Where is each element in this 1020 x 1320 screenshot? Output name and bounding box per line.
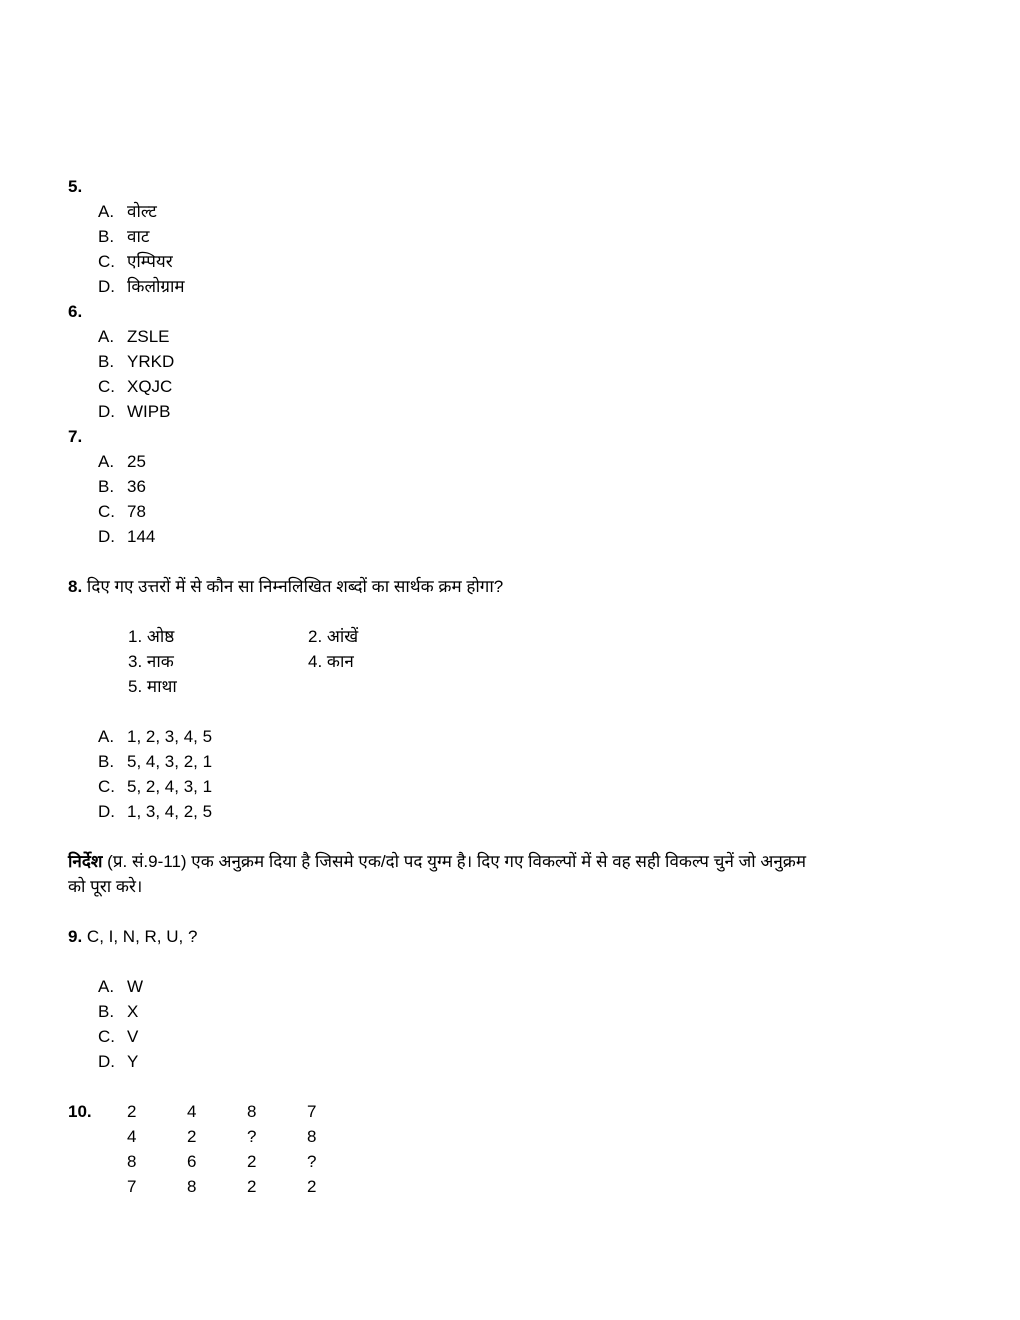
option-letter: B. [98,752,115,771]
q9-option-b[interactable] [98,999,138,1024]
option-letter: A. [98,327,115,346]
grid-cell: 2 [247,1177,257,1196]
option-text: 5, 4, 3, 2, 1 [127,752,213,771]
option-letter: C. [98,502,115,521]
question-7-number: 7. [68,427,83,446]
option-text: 144 [127,527,156,546]
option-letter: D. [98,527,115,546]
option-letter: B. [98,1002,115,1021]
q7-option-d[interactable] [98,524,155,549]
option-letter: B. [98,227,115,246]
grid-cell: 8 [187,1177,197,1196]
option-letter: B. [98,352,115,371]
q9-option-d[interactable] [98,1049,138,1074]
question-8-text: दिए गए उत्तरों में से कौन सा निम्नलिखित शब्दों का सार्थक क्रम होगा? [86,577,504,596]
q8-word-1: 1. ओष्ठ [128,627,175,646]
q6-option-a[interactable] [98,324,170,349]
direction-label: निर्देश [68,852,103,871]
option-letter: A. [98,727,115,746]
option-text: 1, 3, 4, 2, 5 [127,802,213,821]
option-text: ZSLE [127,327,170,346]
q7-option-b[interactable] [98,474,146,499]
option-text: 36 [127,477,146,496]
grid-cell: 8 [127,1152,137,1171]
q8-word-3: 3. नाक [128,652,174,671]
question-8 [68,574,503,599]
direction-line-1 [68,849,806,874]
option-text: 5, 2, 4, 3, 1 [127,777,213,796]
option-letter: C. [98,1027,115,1046]
q7-option-c[interactable] [98,499,146,524]
option-letter: A. [98,202,115,221]
grid-cell: 4 [127,1127,137,1146]
grid-cell: 2 [247,1152,257,1171]
option-text: XQJC [127,377,173,396]
option-text: 1, 2, 3, 4, 5 [127,727,213,746]
q8-word-4: 4. कान [308,652,354,671]
q6-option-c[interactable] [98,374,172,399]
option-letter: C. [98,777,115,796]
option-letter: C. [98,377,115,396]
option-text: किलोग्राम [127,277,185,296]
option-letter: A. [98,977,115,996]
option-letter: A. [98,452,115,471]
q5-option-a[interactable] [98,199,157,224]
q8-word-2: 2. आंखें [308,627,359,646]
grid-cell: 8 [247,1102,257,1121]
q5-option-b[interactable] [98,224,149,249]
grid-cell: ? [307,1152,317,1171]
q8-option-b[interactable] [98,749,212,774]
option-text: WIPB [127,402,171,421]
grid-cell: 4 [187,1102,197,1121]
q8-option-a[interactable] [98,724,212,749]
grid-cell: ? [247,1127,257,1146]
option-text: W [127,977,144,996]
option-text: वोल्ट [127,202,157,221]
option-letter: C. [98,252,115,271]
grid-cell: 2 [187,1127,197,1146]
q9-option-c[interactable] [98,1024,138,1049]
q6-option-d[interactable] [98,399,170,424]
option-letter: D. [98,402,115,421]
grid-cell: 6 [187,1152,197,1171]
grid-cell: 8 [307,1127,317,1146]
q8-option-d[interactable] [98,799,212,824]
direction-line-2: को पूरा करे। [68,877,143,896]
option-text: Y [127,1052,139,1071]
grid-cell: 7 [127,1177,137,1196]
q7-option-a[interactable] [98,449,146,474]
option-letter: D. [98,1052,115,1071]
q8-option-c[interactable] [98,774,212,799]
grid-cell: 2 [127,1102,137,1121]
option-text: YRKD [127,352,175,371]
option-text: 25 [127,452,146,471]
option-letter: D. [98,802,115,821]
direction-text: (प्र. सं.9-11) एक अनुक्रम दिया है जिसमे एक/दो पद युग्म है। दिए गए विकल्पों में से वह सही विकल्प चुनें जो अनुक्रम [102,852,806,871]
option-letter: B. [98,477,115,496]
question-9-text: C, I, N, R, U, ? [82,927,198,946]
q5-option-d[interactable] [98,274,185,299]
q9-option-a[interactable] [98,974,143,999]
option-text: वाट [127,227,150,246]
question-10-number: 10. [68,1102,92,1121]
question-8-number: 8. [68,577,83,596]
q5-option-c[interactable] [98,249,173,274]
question-9-number: 9. [68,927,83,946]
q8-word-5: 5. माथा [128,677,177,696]
question-5-number: 5. [68,177,83,196]
option-text: 78 [127,502,146,521]
option-text: X [127,1002,139,1021]
option-text: एम्पियर [127,252,173,271]
grid-cell: 2 [307,1177,317,1196]
option-text: V [127,1027,139,1046]
q6-option-b[interactable] [98,349,174,374]
question-6-number: 6. [68,302,83,321]
option-letter: D. [98,277,115,296]
grid-cell: 7 [307,1102,317,1121]
question-9 [68,924,197,949]
